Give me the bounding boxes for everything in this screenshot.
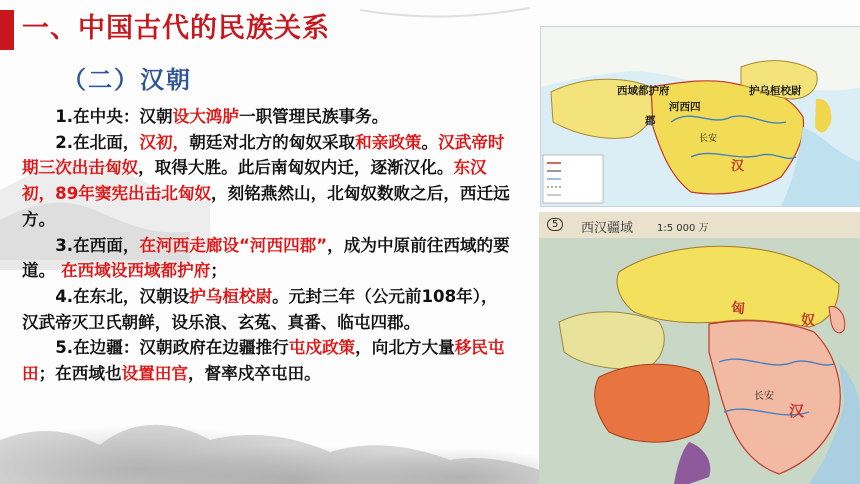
body-text: 5.在边疆：汉朝政府在边疆推行 [55, 338, 289, 358]
content-paragraph [22, 284, 512, 335]
body-text: ；在西域也 [38, 364, 122, 384]
content-paragraph [22, 335, 512, 386]
map2-label-nu: 奴 [801, 313, 815, 329]
body-text: 。 [421, 132, 439, 152]
body-text: 。元封三年（公元前108年），汉武帝灭卫氏朝鲜，设乐浪、玄菟、真番、临屯四郡。 [22, 286, 498, 332]
map2-label-changan: 长安 [754, 391, 774, 402]
highlighted-text: 设置田官 [121, 364, 188, 384]
body-text: 4.在东北，汉朝设 [55, 286, 190, 306]
map-label-xiyu: 西域都护府 [617, 85, 670, 97]
map-label-wuhuan: 护乌桓校尉 [749, 85, 802, 97]
page-title: 一、中国古代的民族关系 [22, 13, 330, 44]
highlighted-text: 汉初， [139, 132, 190, 152]
map-label-hexi-2: 郡 [645, 115, 656, 127]
title-accent-bar [0, 10, 14, 50]
body-text: ； [210, 261, 227, 281]
map-header-scale: 1:5 000 万 [657, 223, 709, 234]
highlighted-text: 和亲政策 [355, 132, 422, 152]
body-text: 朝廷对北方的匈奴采取 [189, 132, 356, 152]
han-relations-map [540, 26, 860, 207]
body-text: ，取得大胜。此后南匈奴内迁，逐渐汉化。 [138, 158, 454, 178]
body-text: 3.在西面， [55, 235, 140, 255]
content-paragraph [22, 130, 512, 233]
body-text: ，督率戍卒屯田。 [187, 364, 321, 384]
body-text: ，向北方大量 [355, 338, 455, 358]
highlighted-text: 护乌桓校尉 [189, 286, 273, 306]
han-relations-map-graphic [541, 27, 860, 206]
highlighted-text: 汉武帝时期三次出击匈奴 [22, 132, 505, 178]
western-han-territory-map [539, 212, 860, 484]
map-header-title: 西汉疆域 [581, 221, 634, 236]
map2-label-xiongnu: 匈 [731, 301, 745, 317]
content-paragraph [22, 104, 512, 130]
content-paragraph [22, 233, 512, 284]
body-text: 2.在北面， [55, 132, 140, 152]
map-label-hexi: 河西四 [669, 101, 701, 113]
map2-label-han: 汉 [789, 402, 805, 420]
map-label-han: 汉 [731, 159, 745, 174]
section-subtitle: （二）汉朝 [62, 66, 192, 94]
body-text: 一职管理民族事务。 [238, 107, 389, 126]
map-label-changan: 长安 [699, 134, 718, 144]
body-text: ，刻铭燕然山，北匈奴数败之后，西迁远方。 [22, 184, 510, 229]
content-body [22, 104, 512, 387]
highlighted-text: 东汉初，89年窦宪出击北匈奴 [22, 158, 487, 204]
western-han-territory-map-graphic [539, 212, 860, 484]
highlighted-text: 设大鸿胪 [172, 107, 239, 126]
body-text: ，成为中原前往西域的要道。 [22, 235, 510, 281]
highlighted-text: 在西域设西域都护府 [60, 261, 211, 281]
highlighted-text: 屯戍政策 [288, 338, 356, 358]
highlighted-text: 在河西走廊设“河西四郡” [139, 235, 328, 255]
highlighted-text: 移民屯田 [22, 338, 505, 384]
map-header-number: 5 [547, 218, 563, 231]
body-text: 1.在中央：汉朝 [55, 107, 173, 126]
branch-decoration [360, 8, 530, 17]
